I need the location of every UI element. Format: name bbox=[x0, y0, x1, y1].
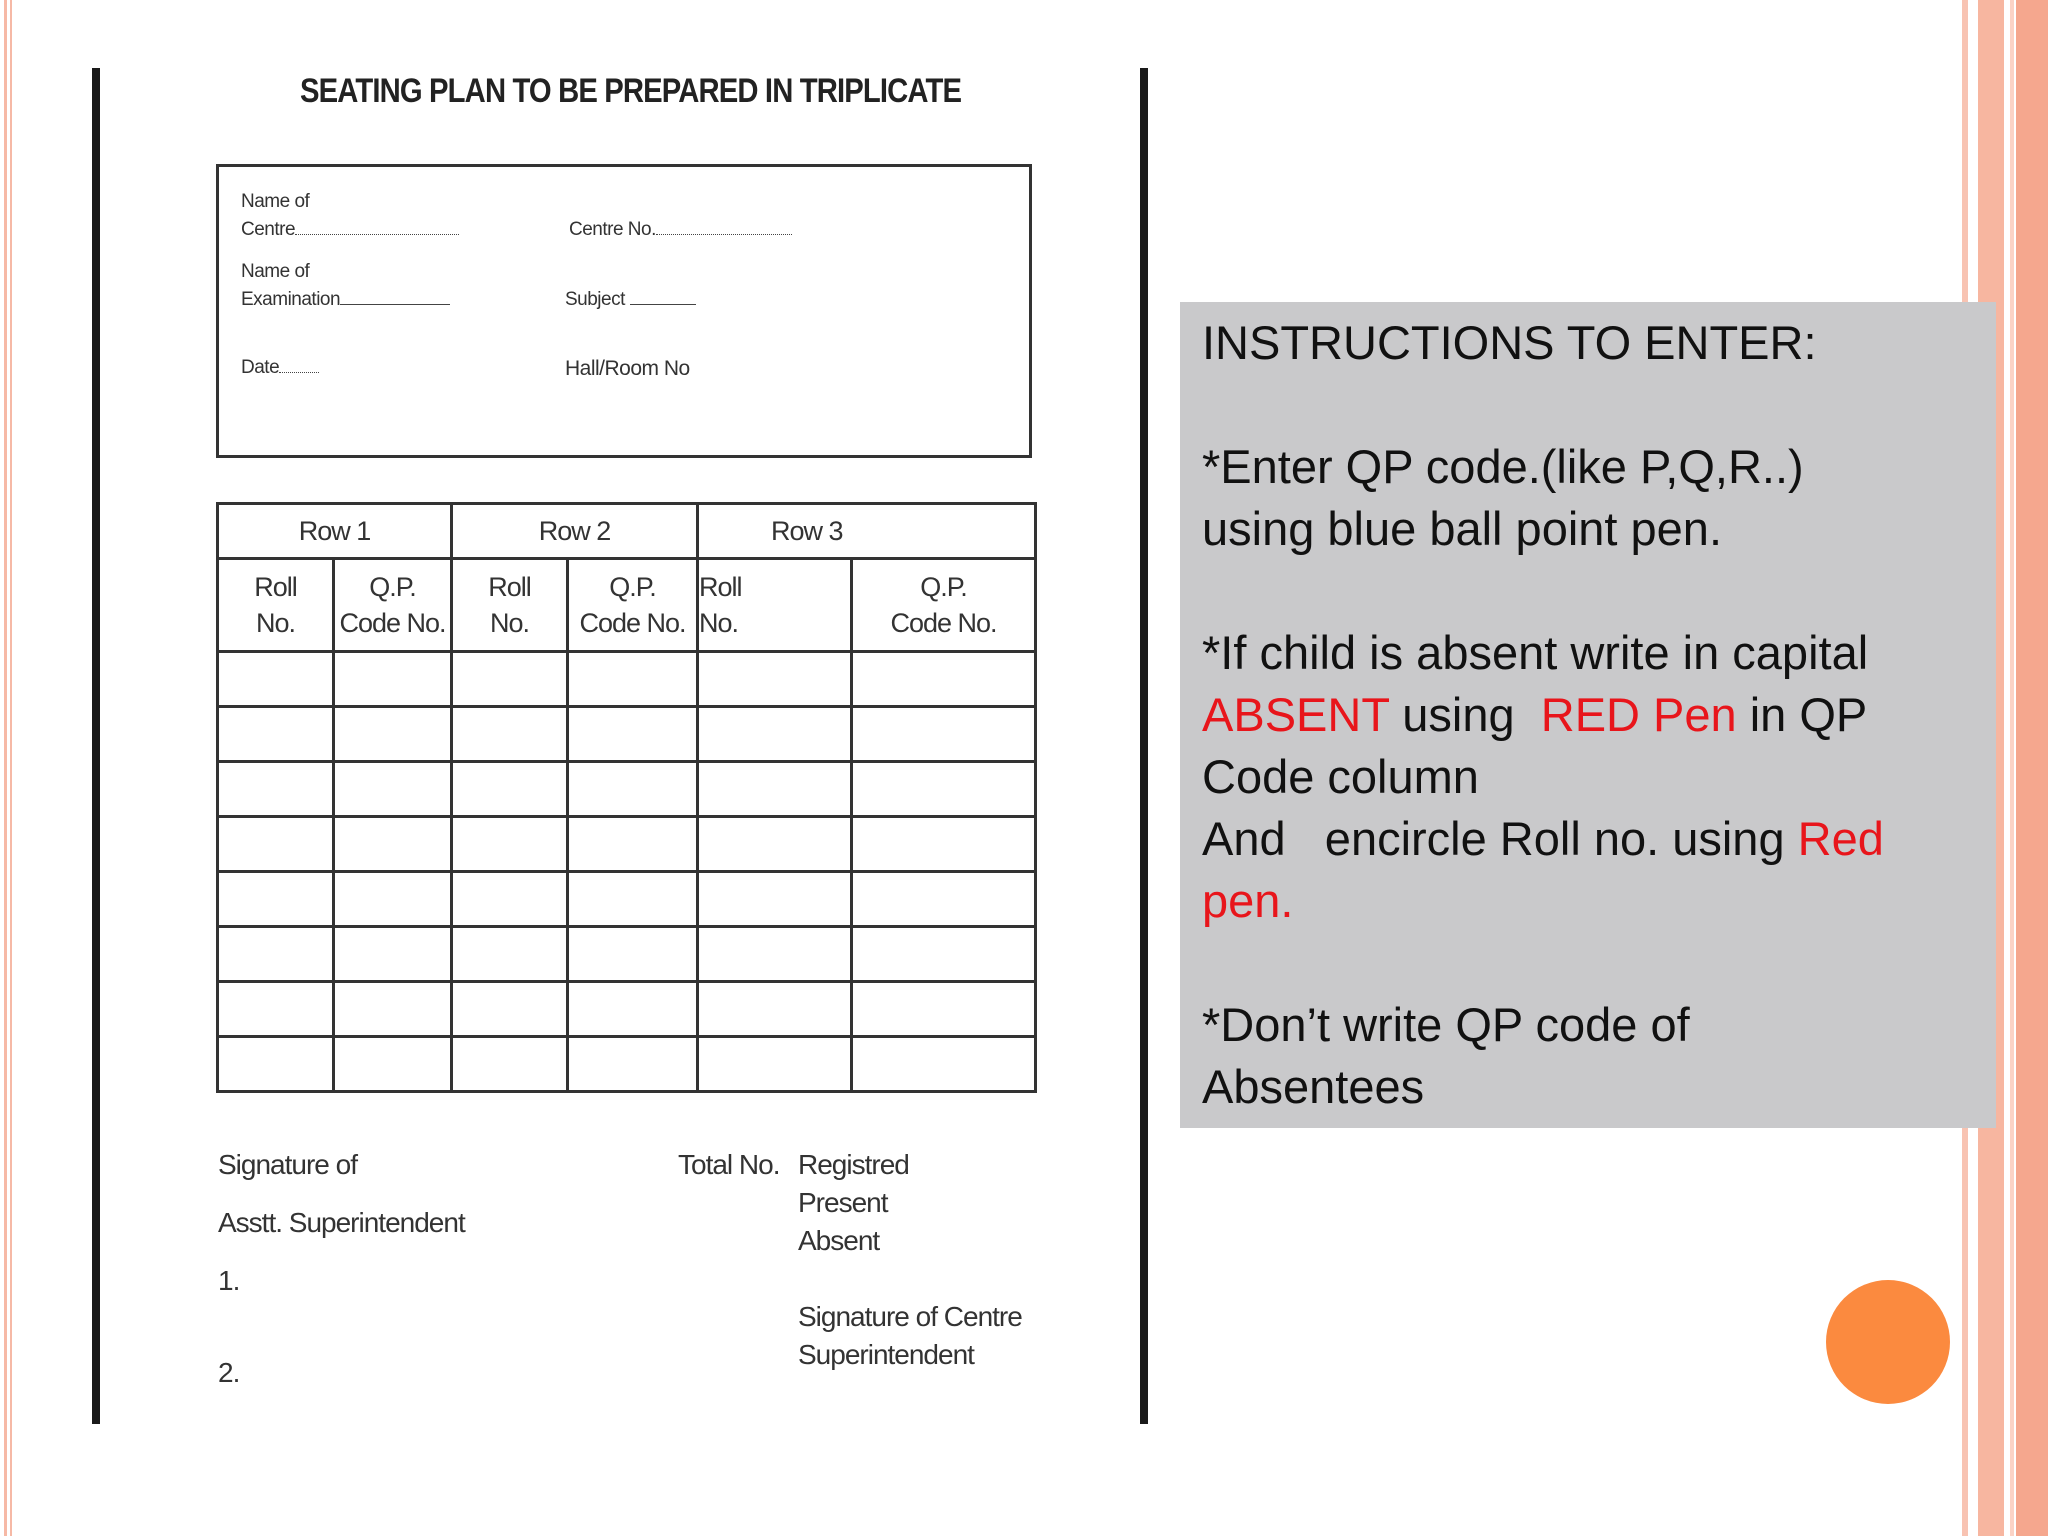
instruction-2-line-5: pen. bbox=[1202, 874, 1294, 927]
slide-border-left-inner bbox=[10, 0, 12, 1536]
centre-signature-label-2: Superintendent bbox=[798, 1339, 974, 1370]
roll-no-header: Roll No. bbox=[218, 559, 334, 652]
instructions-panel bbox=[1180, 302, 1996, 1128]
table-row bbox=[218, 762, 1036, 817]
table-row bbox=[218, 982, 1036, 1037]
instruction-3-line-2: Absentees bbox=[1202, 1060, 1425, 1113]
table-row bbox=[218, 652, 1036, 707]
signature-of-label: Signature of bbox=[218, 1149, 357, 1180]
exam-name-label-1: Name of bbox=[241, 261, 310, 282]
centre-no-label: Centre No. bbox=[569, 219, 792, 241]
hall-room-label: Hall/Room No bbox=[565, 357, 690, 380]
asst-superintendent-label: Asstt. Superintendent bbox=[218, 1207, 465, 1238]
centre-signature-label-1: Signature of Centre bbox=[798, 1301, 1022, 1332]
row-2-header: Row 2 bbox=[452, 504, 698, 559]
date-label: Date bbox=[241, 357, 319, 379]
red-pen-text: RED Pen bbox=[1540, 688, 1737, 741]
signature-item-1: 1. bbox=[218, 1265, 240, 1296]
qp-code-header: Q.P. Code No. bbox=[852, 559, 1036, 652]
instructions-text bbox=[1202, 312, 1992, 1118]
instructions-heading: INSTRUCTIONS TO ENTER: bbox=[1202, 316, 1817, 369]
centre-name-label-1: Name of bbox=[241, 191, 310, 212]
present-label: Present bbox=[798, 1187, 888, 1218]
form-info-box bbox=[216, 164, 1032, 458]
table-row bbox=[218, 707, 1036, 762]
instruction-2-line-4: And encircle Roll no. using Red bbox=[1202, 812, 1884, 865]
table-row bbox=[218, 872, 1036, 927]
orange-circle-decoration bbox=[1826, 1280, 1950, 1404]
exam-name-label: Examination bbox=[241, 289, 450, 311]
centre-name-label: Centre bbox=[241, 219, 459, 241]
instruction-1-line-1: *Enter QP code.(like P,Q,R..) bbox=[1202, 440, 1804, 493]
absent-label: Absent bbox=[798, 1225, 880, 1256]
qp-code-header: Q.P. Code No. bbox=[334, 559, 452, 652]
slide-border-left bbox=[4, 0, 7, 1536]
instruction-3-line-1: *Don’t write QP code of bbox=[1202, 998, 1690, 1051]
form-title: SEATING PLAN TO BE PREPARED IN TRIPLICATE bbox=[300, 72, 962, 110]
row-1-header: Row 1 bbox=[218, 504, 452, 559]
table-row bbox=[218, 817, 1036, 872]
red-text: Red bbox=[1797, 812, 1884, 865]
row-3-header: Row 3 bbox=[698, 504, 1036, 559]
roll-no-header: Roll No. bbox=[452, 559, 568, 652]
absent-red-text: ABSENT bbox=[1202, 688, 1390, 741]
table-row bbox=[218, 1037, 1036, 1092]
instruction-2-line-1: *If child is absent write in capital bbox=[1202, 626, 1869, 679]
instruction-1-line-2: using blue ball point pen. bbox=[1202, 502, 1723, 555]
registered-label: Registred bbox=[798, 1149, 909, 1180]
roll-no-header: Roll No. bbox=[698, 559, 852, 652]
instruction-2-line-3: Code column bbox=[1202, 750, 1479, 803]
signature-item-2: 2. bbox=[218, 1357, 240, 1388]
seating-plan-form bbox=[92, 68, 1148, 1424]
seating-table bbox=[216, 502, 1037, 1093]
slide-border-right-gap bbox=[2010, 0, 2014, 1536]
slide-border-right-3 bbox=[2016, 0, 2048, 1536]
subject-label: Subject bbox=[565, 289, 696, 311]
table-row bbox=[218, 927, 1036, 982]
qp-code-header: Q.P. Code No. bbox=[568, 559, 698, 652]
instruction-2-line-2: ABSENT using RED Pen in QP bbox=[1202, 688, 1868, 741]
total-no-label: Total No. bbox=[678, 1149, 780, 1180]
